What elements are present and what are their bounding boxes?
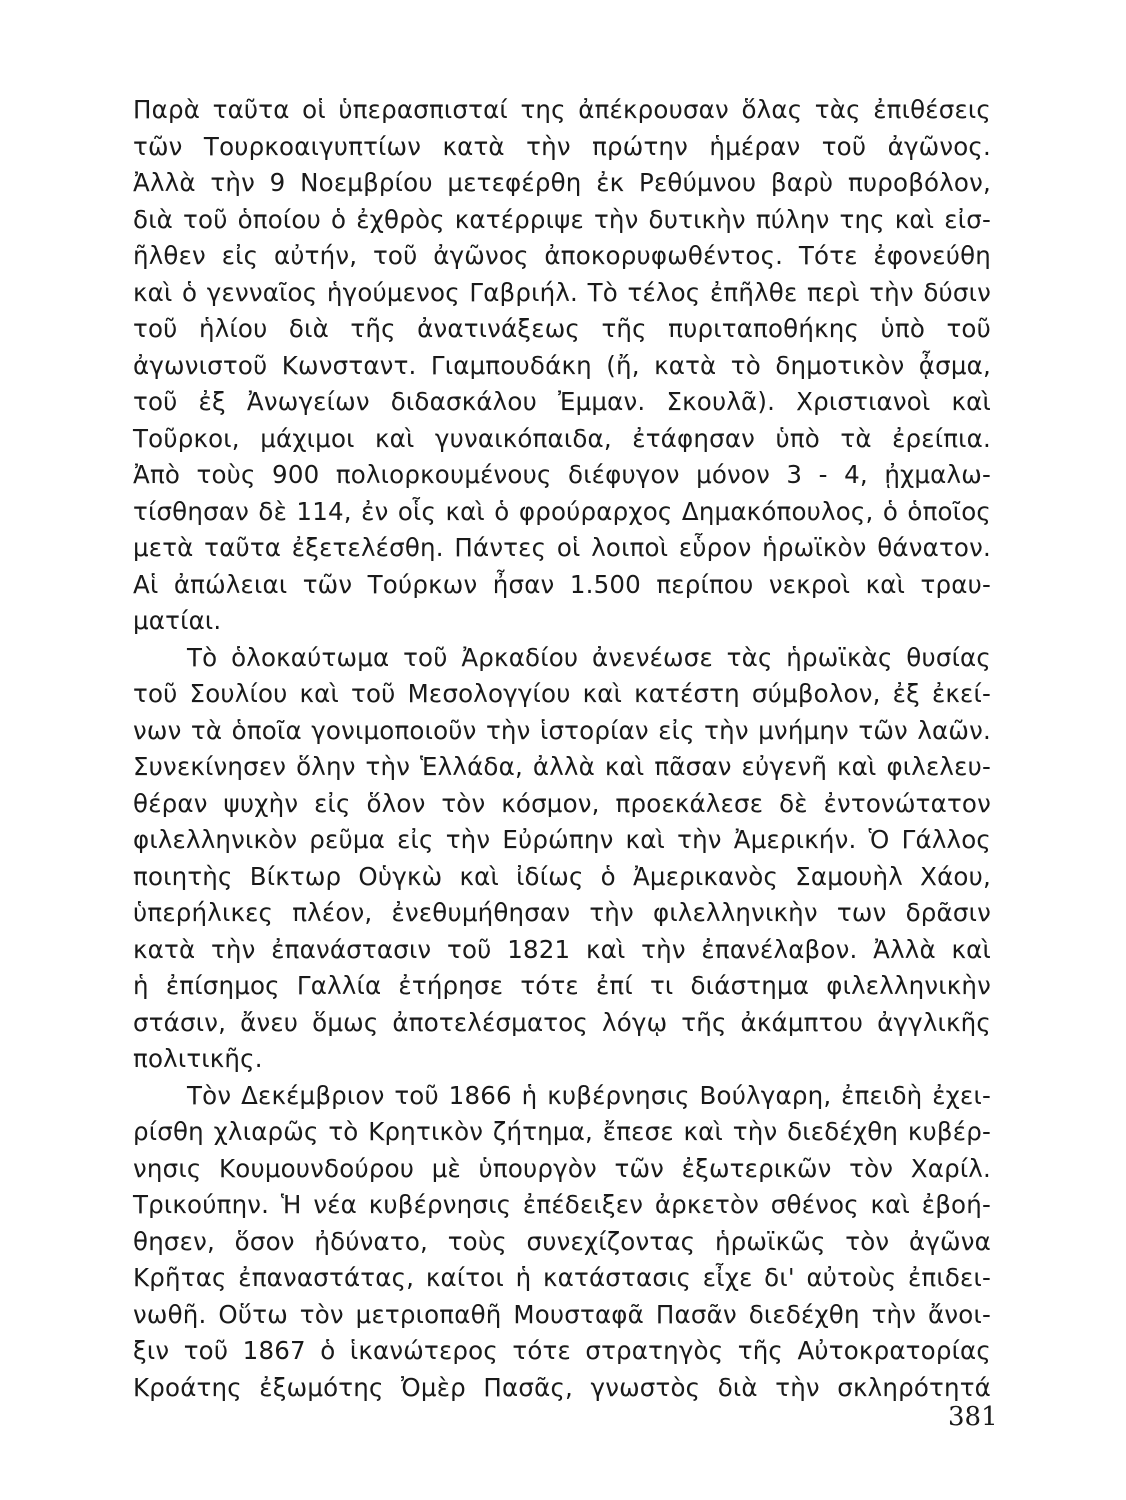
text-line: τοῦ ἐξ Ἀνωγείων διδασκάλου Ἐμμαν. Σκουλᾶ). Χριστιανοὶ καὶ [133,387,991,416]
text-line: Ἀλλὰ τὴν 9 Νοεμβρίου μετεφέρθη ἐκ Ρεθύμνου βαρὺ πυροβόλον, [133,168,991,197]
text-line: Αἱ ἀπώλειαι τῶν Τούρκων ἦσαν 1.500 περίπου νεκροὶ καὶ τραυ- [133,569,991,599]
text-line: Τὸν Δεκέμβριον τοῦ 1866 ἡ κυβέρνησις Βούλγαρη, ἐπειδὴ ἐχει- [187,1080,991,1110]
text-line: θέραν ψυχὴν εἰς ὅλον τὸν κόσμον, προεκάλεσε δὲ ἐντονώτατον [133,788,991,818]
paragraph-2 [133,640,991,1078]
text-line: θησεν, ὅσον ἠδύνατο, τοὺς συνεχίζοντας ἡρωϊκῶς τὸν ἀγῶνα [133,1226,991,1256]
text-line: διὰ τοῦ ὁποίου ὁ ἐχθρὸς κατέρριψε τὴν δυτικὴν πύλην της καὶ εἰσ- [133,204,991,234]
text-line: Ἀπὸ τοὺς 900 πολιορκουμένους διέφυγον μόνον 3 - 4, ᾐχμαλω- [133,460,991,489]
text-line: νησις Κουμουνδούρου μὲ ὑπουργὸν τῶν ἐξωτερικῶν τὸν Χαρίλ. [133,1153,991,1183]
body-text [133,92,991,1406]
text-line: νων τὰ ὁποῖα γονιμοποιοῦν τὴν ἱστορίαν εἰς τὴν μνήμην τῶν λαῶν. [133,715,991,745]
text-line: νωθῆ. Οὕτω τὸν μετριοπαθῆ Μουσταφᾶ Πασᾶν διεδέχθη τὴν ἄνοι- [133,1299,991,1329]
paragraph-1 [133,92,991,640]
text-line: Τρικούπην. Ἡ νέα κυβέρνησις ἐπέδειξεν ἀρκετὸν σθένος καὶ ἐβοή- [133,1190,991,1219]
page-number: 381 [948,1402,998,1432]
text-line: ὑπερήλικες πλέον, ἐνεθυμήθησαν τὴν φιλελληνικὴν των δρᾶσιν [133,898,991,927]
paragraph-3 [133,1078,991,1407]
text-line: ξιν τοῦ 1867 ὁ ἱκανώτερος τότε στρατηγὸς τῆς Αὐτοκρατορίας [133,1336,991,1365]
text-line: μετὰ ταῦτα ἐξετελέσθη. Πάντες οἱ λοιποὶ εὗρον ἡρωϊκὸν θάνατον. [133,533,991,562]
text-line: ἡ ἐπίσημος Γαλλία ἐτήρησε τότε ἐπί τι διάστημα φιλελληνικὴν [133,971,991,1000]
text-line: τῶν Τουρκοαιγυπτίων κατὰ τὴν πρώτην ἡμέραν τοῦ ἀγῶνος. [133,131,991,161]
text-line: φιλελληνικὸν ρεῦμα εἰς τὴν Εὐρώπην καὶ τὴν Ἀμερικήν. Ὁ Γάλλος [133,825,991,854]
text-line: Παρὰ ταῦτα οἱ ὑπερασπισταί της ἀπέκρουσαν ὅλας τὰς ἐπιθέσεις [133,95,991,124]
text-line: πολιτικῆς. [133,1044,263,1073]
text-line: Τὸ ὁλοκαύτωμα τοῦ Ἀρκαδίου ἀνενέωσε τὰς ἡρωϊκὰς θυσίας [187,642,991,672]
text-line: Συνεκίνησεν ὅλην τὴν Ἑλλάδα, ἀλλὰ καὶ πᾶσαν εὐγενῆ καὶ φιλελευ- [133,752,991,781]
text-line: ρίσθη χλιαρῶς τὸ Κρητικὸν ζήτημα, ἔπεσε καὶ τὴν διεδέχθη κυβέρ- [133,1117,991,1146]
text-line: ματίαι. [133,606,222,635]
text-line: τοῦ Σουλίου καὶ τοῦ Μεσολογγίου καὶ κατέστη σύμβολον, ἐξ ἐκεί- [133,679,991,708]
text-line: τίσθησαν δὲ 114, ἐν οἷς καὶ ὁ φρούραρχος Δημακόπουλος, ὁ ὁποῖος [133,496,991,526]
text-line: ῆλθεν εἰς αὐτήν, τοῦ ἀγῶνος ἀποκορυφωθέντος. Τότε ἐφονεύθη [133,241,991,270]
text-line: καὶ ὁ γενναῖος ἡγούμενος Γαβριήλ. Τὸ τέλος ἐπῆλθε περὶ τὴν δύσιν [133,277,991,307]
text-line: κατὰ τὴν ἐπανάστασιν τοῦ 1821 καὶ τὴν ἐπανέλαβον. Ἀλλὰ καὶ [133,934,991,964]
text-line: στάσιν, ἄνευ ὅμως ἀποτελέσματος λόγῳ τῆς ἀκάμπτου ἀγγλικῆς [133,1007,991,1037]
text-line: Τοῦρκοι, μάχιμοι καὶ γυναικόπαιδα, ἐτάφησαν ὑπὸ τὰ ἐρείπια. [133,423,991,453]
text-line: ἀγωνιστοῦ Κωνσταντ. Γιαμπουδάκη (ἤ, κατὰ τὸ δημοτικὸν ᾆσμα, [133,350,991,380]
text-line: ποιητὴς Βίκτωρ Οὑγκὼ καὶ ἰδίως ὁ Ἀμερικανὸς Σαμουὴλ Χάου, [133,861,991,891]
text-line: Κροάτης ἐξωμότης Ὀμὲρ Πασᾶς, γνωστὸς διὰ τὴν σκληρότητά [133,1372,991,1402]
text-line: τοῦ ἡλίου διὰ τῆς ἀνατινάξεως τῆς πυριταποθήκης ὑπὸ τοῦ [133,314,991,343]
text-line: Κρῆτας ἐπαναστάτας, καίτοι ἡ κατάστασις εἶχε δι' αὐτοὺς ἐπιδει- [133,1263,991,1292]
